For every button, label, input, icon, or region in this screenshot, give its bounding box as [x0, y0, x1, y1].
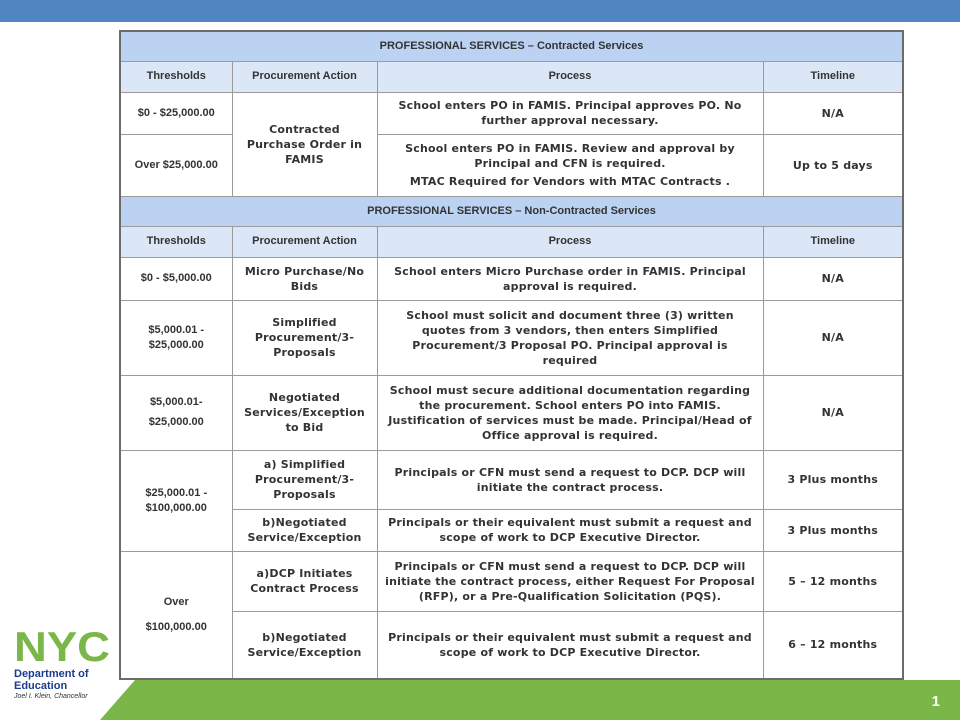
header-process: Process — [377, 61, 763, 92]
nyc-logo-mark — [14, 628, 112, 664]
threshold-cell: $0 - $5,000.00 — [120, 257, 232, 300]
process-cell: Principals or their equivalent must submit a request and scope of work to DCP Executive Director. — [377, 611, 763, 679]
threshold-cell: Over $25,000.00 — [120, 134, 232, 196]
header-process: Process — [377, 226, 763, 257]
timeline-cell: 6 – 12 months — [763, 611, 903, 679]
procurement-action-cell: a)DCP Initiates Contract Process — [232, 551, 377, 611]
nyc-logo-text: NYC — [14, 628, 110, 664]
procurement-action-cell: b)Negotiated Service/Exception — [232, 611, 377, 679]
threshold-text: Over — [163, 595, 189, 608]
procurement-action-cell: Negotiated Services/Exception to Bid — [232, 375, 377, 450]
procurement-action-cell: Micro Purchase/No Bids — [232, 257, 377, 300]
threshold-cell — [120, 551, 232, 679]
header-timeline: Timeline — [763, 226, 903, 257]
header-procurement-action: Procurement Action — [232, 226, 377, 257]
procurement-action-cell: b)Negotiated Service/Exception — [232, 509, 377, 551]
process-cell: Principals or their equivalent must submit a request and scope of work to DCP Executive Director. — [377, 509, 763, 551]
timeline-cell: 3 Plus months — [763, 450, 903, 509]
process-cell: School enters Micro Purchase order in FAMIS. Principal approval is required. — [377, 257, 763, 300]
table-row — [120, 257, 903, 300]
header-thresholds: Thresholds — [120, 226, 232, 257]
table-row — [120, 375, 903, 450]
logo-chancellor: Joel I. Klein, Chancellor — [14, 693, 88, 700]
noncontracted-section-title: PROFESSIONAL SERVICES – Non-Contracted Services — [120, 196, 903, 226]
table-row — [120, 450, 903, 509]
table-row — [120, 92, 903, 134]
procurement-action-cell: a) Simplified Procurement/3-Proposals — [232, 450, 377, 509]
threshold-text: $5,000.01- — [149, 396, 203, 408]
timeline-cell: N/A — [763, 92, 903, 134]
timeline-cell: 5 – 12 months — [763, 551, 903, 611]
process-cell — [377, 134, 763, 196]
process-cell: School enters PO in FAMIS. Principal approves PO. No further approval necessary. — [377, 92, 763, 134]
procurement-table — [119, 30, 904, 680]
timeline-cell: N/A — [763, 257, 903, 300]
table-row — [120, 300, 903, 375]
logo-education: Education — [14, 680, 68, 692]
threshold-text: $100,000.00 — [145, 620, 207, 633]
process-cell: Principals or CFN must send a request to DCP. DCP will initiate the contract process, either Request For Proposal (RFP), or a Pre-Qualification Solicitation (PQS). — [377, 551, 763, 611]
threshold-cell: $25,000.01 - $100,000.00 — [120, 450, 232, 551]
header-procurement-action: Procurement Action — [232, 61, 377, 92]
timeline-cell: 3 Plus months — [763, 509, 903, 551]
table-row — [120, 611, 903, 679]
contracted-section-title: PROFESSIONAL SERVICES – Contracted Services — [120, 31, 903, 61]
timeline-cell: N/A — [763, 375, 903, 450]
header-thresholds: Thresholds — [120, 61, 232, 92]
threshold-cell — [120, 375, 232, 450]
timeline-cell: Up to 5 days — [763, 134, 903, 196]
nyc-doe-logo — [14, 628, 126, 708]
process-cell: School must solicit and document three (3) written quotes from 3 vendors, then enters Simplified Procurement/3 Proposal PO. Principal approval is required — [377, 300, 763, 375]
logo-department: Department of — [14, 668, 89, 680]
process-cell: School must secure additional documentation regarding the procurement. School enters PO into FAMIS. Justification of services must be made. Principal/Head of Office approval is required. — [377, 375, 763, 450]
process-note: MTAC Required for Vendors with MTAC Contracts . — [409, 175, 731, 188]
threshold-cell: $5,000.01 - $25,000.00 — [120, 300, 232, 375]
table-row — [120, 551, 903, 611]
timeline-cell: N/A — [763, 300, 903, 375]
process-cell: Principals or CFN must send a request to DCP. DCP will initiate the contract process. — [377, 450, 763, 509]
page-number: 1 — [931, 693, 940, 710]
threshold-cell: $0 - $25,000.00 — [120, 92, 232, 134]
procurement-action-cell: Contracted Purchase Order in FAMIS — [232, 92, 377, 196]
threshold-text: $25,000.00 — [148, 416, 204, 428]
table-row — [120, 509, 903, 551]
procurement-action-cell: Simplified Procurement/3-Proposals — [232, 300, 377, 375]
bottom-accent-bar — [0, 680, 960, 720]
top-accent-bar — [0, 0, 960, 22]
header-timeline: Timeline — [763, 61, 903, 92]
process-text: School enters PO in FAMIS. Review and approval by Principal and CFN is required. — [405, 142, 735, 170]
